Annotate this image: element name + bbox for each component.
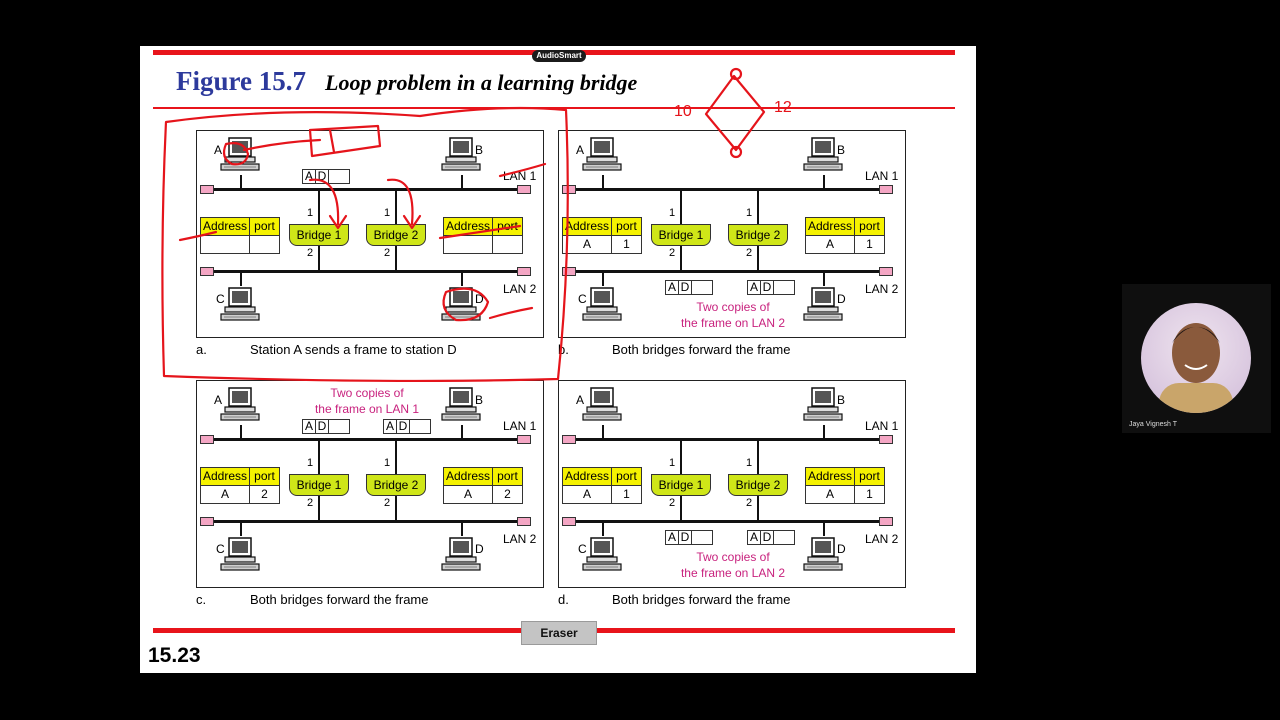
frame-source: A	[666, 281, 679, 294]
table-port: 2	[261, 487, 268, 501]
lan2-terminator-left	[562, 267, 576, 276]
port-header: port	[616, 469, 637, 483]
bridge-table-left	[200, 467, 280, 504]
bridge-2-port-1: 1	[746, 207, 753, 219]
station-a-label: A	[576, 393, 585, 407]
station-a-computer	[581, 137, 623, 173]
station-b-label: B	[837, 393, 846, 407]
lan2-label: LAN 2	[865, 282, 899, 296]
lan2-line	[571, 270, 885, 273]
frame-destination: D	[316, 420, 329, 433]
ink-node-top	[731, 69, 741, 79]
station-b-stem	[823, 175, 825, 189]
bridge-2-lower-link	[395, 496, 397, 521]
lan1-line	[209, 188, 523, 191]
address-header: Address	[444, 468, 493, 485]
lan2-label: LAN 2	[503, 282, 537, 296]
frame-2	[747, 280, 795, 295]
table-port	[493, 236, 522, 253]
table-address: A	[444, 486, 493, 503]
table-address: A	[563, 486, 612, 503]
panel-caption-d: Both bridges forward the frame	[612, 592, 791, 607]
station-a-computer	[219, 137, 261, 173]
bridge-1-port-2: 2	[669, 247, 676, 259]
bridge-2-lower-link	[757, 246, 759, 271]
copies-note-line2: the frame on LAN 2	[680, 316, 786, 330]
station-d-stem	[823, 272, 825, 286]
address-header: Address	[806, 218, 855, 235]
table-header	[806, 218, 884, 236]
table-row	[563, 486, 641, 503]
station-c-label: C	[578, 542, 587, 556]
port-header: port	[497, 219, 518, 233]
station-d-stem	[461, 272, 463, 286]
station-c-stem	[602, 522, 604, 536]
bridge-1: Bridge 1	[651, 474, 711, 496]
bridge-2: Bridge 2	[366, 224, 426, 246]
bridge-2-lower-link	[757, 496, 759, 521]
lan2-terminator-right	[879, 517, 893, 526]
station-a-label: A	[214, 393, 223, 407]
station-c-computer	[219, 287, 261, 323]
station-d-label: D	[837, 292, 846, 306]
port-header: port	[254, 219, 275, 233]
bridge-1-port-1: 1	[307, 457, 314, 469]
panel-b	[558, 130, 906, 338]
port-header: port	[616, 219, 637, 233]
frame-payload	[774, 531, 794, 544]
station-d-stem	[461, 522, 463, 536]
copies-note-line1: Two copies of	[696, 300, 770, 314]
station-c-stem	[240, 522, 242, 536]
panel-caption-c: Both bridges forward the frame	[250, 592, 429, 607]
lan1-terminator-left	[562, 185, 576, 194]
bridge-2-upper-link	[395, 190, 397, 224]
address-header: Address	[444, 218, 493, 235]
station-d-stem	[823, 522, 825, 536]
bridge-2-port-1: 1	[384, 457, 391, 469]
bridge-1-upper-link	[680, 190, 682, 224]
lan1-line	[571, 438, 885, 441]
address-header: Address	[563, 218, 612, 235]
copies-note-line2: the frame on LAN 2	[680, 566, 786, 580]
station-a-stem	[240, 425, 242, 439]
table-port: 1	[623, 237, 630, 251]
table-port	[250, 236, 279, 253]
page-number: 15.23	[148, 644, 201, 667]
table-header	[806, 468, 884, 486]
table-address: A	[201, 486, 250, 503]
copies-note	[297, 385, 437, 417]
copies-note-line1: Two copies of	[696, 550, 770, 564]
bridge-table-right	[443, 217, 523, 254]
table-row	[444, 236, 522, 253]
copies-note	[663, 299, 803, 331]
bridge-table-right	[805, 217, 885, 254]
frame-2	[383, 419, 431, 434]
lan2-line	[571, 520, 885, 523]
bridge-1-port-1: 1	[669, 457, 676, 469]
frame-destination: D	[679, 531, 692, 544]
frame-payload	[774, 281, 794, 294]
copies-note-line2: the frame on LAN 1	[314, 402, 420, 416]
bridge-1: Bridge 1	[289, 224, 349, 246]
station-c-label: C	[216, 292, 225, 306]
copies-note-line1: Two copies of	[330, 386, 404, 400]
station-c-computer	[219, 537, 261, 573]
bridge-2-port-1: 1	[746, 457, 753, 469]
bridge-2-port-2: 2	[746, 497, 753, 509]
station-a-computer	[219, 387, 261, 423]
table-header	[201, 468, 279, 486]
lan1-label: LAN 1	[865, 419, 899, 433]
panel-caption-a: Station A sends a frame to station D	[250, 342, 457, 357]
table-header	[444, 218, 522, 236]
address-header: Address	[806, 468, 855, 485]
lan2-terminator-left	[200, 517, 214, 526]
frame-source: A	[748, 281, 761, 294]
panel-letter-c: c.	[196, 592, 207, 607]
station-a-stem	[602, 175, 604, 189]
frame-destination: D	[679, 281, 692, 294]
station-a-label: A	[214, 143, 223, 157]
frame-payload	[329, 170, 349, 183]
ink-note-right: 12	[774, 99, 792, 116]
station-c-label: C	[578, 292, 587, 306]
panel-caption-b: Both bridges forward the frame	[612, 342, 791, 357]
panel-letter-b: b.	[558, 342, 569, 357]
port-header: port	[859, 219, 880, 233]
bridge-2-upper-link	[395, 440, 397, 474]
frame-destination: D	[761, 531, 774, 544]
lan1-line	[209, 438, 523, 441]
frame-source: A	[748, 531, 761, 544]
figure-title: Loop problem in a learning bridge	[325, 70, 638, 95]
copies-note	[663, 549, 803, 581]
station-b-label: B	[475, 143, 484, 157]
panel-letter-d: d.	[558, 592, 569, 607]
frame-source: A	[384, 420, 397, 433]
lan2-terminator-right	[879, 267, 893, 276]
panel-d	[558, 380, 906, 588]
bridge-2-port-2: 2	[384, 247, 391, 259]
table-row	[563, 236, 641, 253]
station-b-label: B	[475, 393, 484, 407]
table-port: 1	[866, 237, 873, 251]
table-header	[201, 218, 279, 236]
lan2-label: LAN 2	[503, 532, 537, 546]
frame-2	[747, 530, 795, 545]
bridge-1-port-2: 2	[307, 497, 314, 509]
lan1-terminator-left	[562, 435, 576, 444]
bridge-1: Bridge 1	[289, 474, 349, 496]
station-c-stem	[240, 272, 242, 286]
station-a-computer	[581, 387, 623, 423]
table-row	[806, 486, 884, 503]
frame-payload	[329, 420, 349, 433]
table-header	[563, 468, 641, 486]
title-underline	[153, 107, 955, 109]
bridge-1-port-2: 2	[669, 497, 676, 509]
table-header	[444, 468, 522, 486]
bridge-1-upper-link	[318, 440, 320, 474]
bridge-1-lower-link	[318, 246, 320, 271]
bridge-table-right	[443, 467, 523, 504]
bridge-2: Bridge 2	[728, 224, 788, 246]
ink-note-left: 10	[674, 103, 692, 120]
port-header: port	[254, 469, 275, 483]
bridge-1-lower-link	[680, 496, 682, 521]
slide	[140, 46, 976, 673]
bridge-1-upper-link	[318, 190, 320, 224]
lan2-line	[209, 270, 523, 273]
frame-payload	[692, 281, 712, 294]
station-b-stem	[461, 175, 463, 189]
station-a-stem	[240, 175, 242, 189]
station-c-label: C	[216, 542, 225, 556]
webcam-tile	[1122, 284, 1271, 433]
bridge-2-lower-link	[395, 246, 397, 271]
frame-source: A	[303, 170, 316, 183]
bridge-table-left	[562, 467, 642, 504]
frame-source: A	[666, 531, 679, 544]
bridge-1: Bridge 1	[651, 224, 711, 246]
address-header: Address	[201, 468, 250, 485]
lan1-label: LAN 1	[503, 169, 537, 183]
bridge-2-upper-link	[757, 190, 759, 224]
bridge-table-left	[200, 217, 280, 254]
eraser-button[interactable]: Eraser	[521, 621, 597, 645]
figure-label: Figure 15.7	[176, 66, 306, 96]
table-row	[444, 486, 522, 503]
table-header	[563, 218, 641, 236]
address-header: Address	[563, 468, 612, 485]
frame-destination: D	[397, 420, 410, 433]
frame-destination: D	[761, 281, 774, 294]
port-header: port	[497, 469, 518, 483]
bridge-2-port-1: 1	[384, 207, 391, 219]
lan1-label: LAN 1	[503, 419, 537, 433]
station-c-computer	[581, 287, 623, 323]
panel-letter-a: a.	[196, 342, 207, 357]
station-d-label: D	[475, 292, 484, 306]
table-address: A	[806, 236, 855, 253]
bridge-2-port-2: 2	[384, 497, 391, 509]
table-address: A	[806, 486, 855, 503]
table-address: A	[563, 236, 612, 253]
lan1-terminator-right	[517, 185, 531, 194]
frame-1	[665, 530, 713, 545]
lan2-terminator-left	[200, 267, 214, 276]
lan1-terminator-left	[200, 435, 214, 444]
bridge-1-lower-link	[318, 496, 320, 521]
station-c-stem	[602, 272, 604, 286]
lan2-terminator-right	[517, 517, 531, 526]
bridge-table-left	[562, 217, 642, 254]
presenter-name: Jaya Vignesh T	[1129, 421, 1177, 428]
station-b-stem	[461, 425, 463, 439]
lan1-terminator-right	[879, 185, 893, 194]
bridge-table-right	[805, 467, 885, 504]
table-address	[201, 236, 250, 253]
station-a-label: A	[576, 143, 585, 157]
lan2-line	[209, 520, 523, 523]
panel-a	[196, 130, 544, 338]
station-b-label: B	[837, 143, 846, 157]
bridge-1-port-2: 2	[307, 247, 314, 259]
lan2-label: LAN 2	[865, 532, 899, 546]
frame-source: A	[303, 420, 316, 433]
station-d-label: D	[475, 542, 484, 556]
frame-payload	[410, 420, 430, 433]
table-row	[201, 236, 279, 253]
bridge-2-upper-link	[757, 440, 759, 474]
frame-destination: D	[316, 170, 329, 183]
lan1-label: LAN 1	[865, 169, 899, 183]
presenter-avatar	[1141, 303, 1251, 413]
frame-1	[302, 169, 350, 184]
table-port: 1	[623, 487, 630, 501]
frame-1	[302, 419, 350, 434]
bridge-2: Bridge 2	[366, 474, 426, 496]
table-address	[444, 236, 493, 253]
lan2-terminator-left	[562, 517, 576, 526]
table-row	[806, 236, 884, 253]
bridge-1-lower-link	[680, 246, 682, 271]
station-a-stem	[602, 425, 604, 439]
bridge-1-port-1: 1	[307, 207, 314, 219]
station-c-computer	[581, 537, 623, 573]
lan2-terminator-right	[517, 267, 531, 276]
frame-payload	[692, 531, 712, 544]
port-header: port	[859, 469, 880, 483]
table-port: 1	[866, 487, 873, 501]
lan1-line	[571, 188, 885, 191]
lan1-terminator-right	[517, 435, 531, 444]
bridge-2-port-2: 2	[746, 247, 753, 259]
bridge-1-upper-link	[680, 440, 682, 474]
address-header: Address	[201, 218, 250, 235]
lan1-terminator-left	[200, 185, 214, 194]
frame-1	[665, 280, 713, 295]
lan1-terminator-right	[879, 435, 893, 444]
table-row	[201, 486, 279, 503]
table-port: 2	[504, 487, 511, 501]
panel-c	[196, 380, 544, 588]
bridge-1-port-1: 1	[669, 207, 676, 219]
bridge-2: Bridge 2	[728, 474, 788, 496]
station-d-label: D	[837, 542, 846, 556]
audiosmart-badge: AudioSmart	[532, 50, 586, 62]
station-b-stem	[823, 425, 825, 439]
